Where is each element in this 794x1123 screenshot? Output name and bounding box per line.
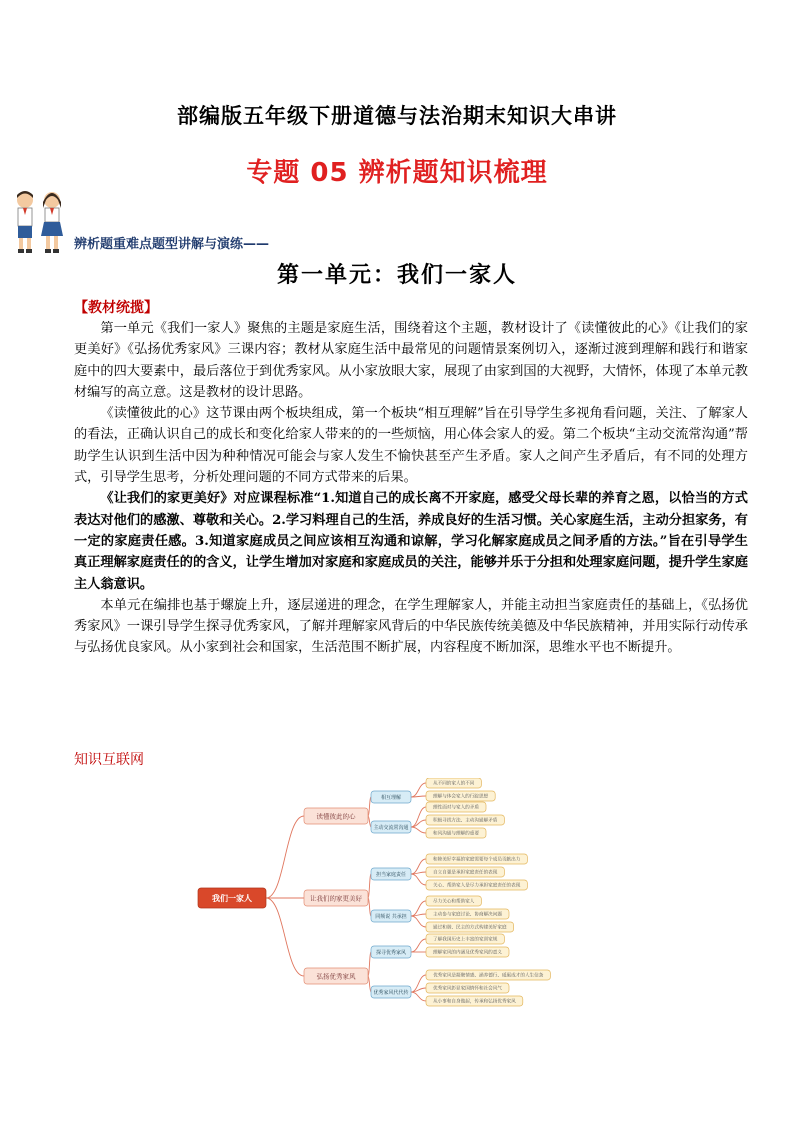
mindmap-leaf: 优秀家风是凝聚情感、涵养德行、砥砺成才的人生信条 [433,973,544,979]
connector-line [368,816,371,827]
connector-line [411,874,426,885]
connector-line [411,975,426,992]
mindmap-leaf: 和睦美好幸福的家庭需要每个成员贡献出力 [433,857,521,863]
mindmap-leaf: 理解家风的内涵及优秀家风的意义 [433,950,502,956]
mindmap-lesson: 弘扬优秀家风 [316,972,356,981]
mindmap-topic: 优秀家风代代传 [373,989,409,996]
network-heading: 知识互联网 [74,752,144,768]
connector-line [368,976,371,992]
mindmap-leaf: 优秀家风彰显家国情怀和社会风气 [433,986,502,992]
mindmap-leaf: 积极寻找方法、主动沟通解矛盾 [433,818,498,824]
connector-line [411,783,426,797]
mindmap-leaf: 自立自强是承担家庭责任的表现 [433,870,498,876]
section-heading: 【教材统揽】 [74,300,158,316]
connector-line [411,827,426,833]
connector-line [411,988,426,992]
mind-map [196,778,566,1018]
mindmap-leaf: 从不同的家人的不同 [433,781,475,787]
mindmap-topic: 同频说 共承担 [375,913,407,920]
connector-line [266,898,304,976]
paragraph: 第一单元《我们一家人》聚焦的主题是家庭生活，围绕着这个主题，教材设计了《读懂彼此的心》《让我们的家更美好》《弘扬优秀家风》三课内容；教材从家庭生活中最常见的问题情景案例切入，逐渐过渡到理解和践行和谐家庭中的四大要素中，最后落位于到优秀家风。从小家放眼大家，展现了由家到国的大视野，大情怀，体现了本单元教材编写的高立意。这是教材的设计思路。 [74,321,748,400]
mindmap-leaf: 主动参与家庭讨论、协商解决问题 [433,912,502,918]
mindmap-lesson: 读懂彼此的心 [316,812,356,821]
connector-line [368,898,371,916]
paragraph: 《让我们的家更美好》对应课程标准“1.知道自己的成长离不开家庭，感受父母长辈的养育之恩，以恰当的方式表达对他们的感激、尊敬和关心。2.学习料理自己的生活，养成良好的生活习惯。关心家庭生活，主动分担家务，有一定的家庭责任感。3.知道家庭成员之间应该相互沟通和谅解，学习化解家庭成员之间矛盾的方法。”旨在引导学生真正理解家庭责任的的含义，让学生增加对家庭和家庭成员的关注，能够并乐于分担和处理家庭问题，提升学生家庭主人翁意识。 [74,491,748,592]
topic-title: 专题 05 辨析题知识梳理 [246,158,548,188]
connector-line [368,952,371,976]
connector-line [411,916,426,927]
connector-line [411,992,426,1001]
mindmap-topic: 相互理解 [380,794,402,801]
mindmap-leaf: 尽力关心和帮助家人 [433,899,475,905]
guide-line: 辨析题重难点题型讲解与演练—— [74,237,270,252]
paragraph: 《读懂彼此的心》这节课由两个板块组成，第一个板块“相互理解”旨在引导学生多视角看问题，关注、了解家人的看法，正确认识自己的成长和变化给家人带来的的一些烦恼，用心体会家人的爱。第二个板块“主动交流常沟通”帮助学生认识到生活中因为种种情况可能会与家人发生不愉快甚至产生矛盾。家人之间产生矛盾后，有不同的处理方式，引导学生思考，分析处理问题的不同方式带来的后果。 [74,406,748,486]
unit-title: 第一单元：我们一家人 [276,262,517,288]
mindmap-leaf: 了解我国历史上丰富的家训家规 [433,937,498,943]
connector-line [368,874,371,898]
paragraph: 本单元在编排也基于螺旋上升，逐层递进的理念，在学生理解家人，并能主动担当家庭责任的基础上，《弘扬优秀家风》一课引导学生探寻优秀家风，了解并理解家风背后的中华民族传统美德及中华民族精神，并用实际行动传承与弘扬优良家风。从小家到社会和国家，生活范围不断扩展，内容程度不断加深，思维水平也不断提升。 [74,597,748,656]
children-illustration [8,188,70,254]
mindmap-lesson: 让我们的家更美好 [310,894,362,903]
mindmap-topic: 探寻优秀家风 [375,949,407,956]
mindmap-leaf: 和风沟通与理解的重要 [433,831,479,837]
mindmap-leaf: 理解与体会家人的行踪思想 [433,794,489,800]
mindmap-root: 我们一家人 [212,893,252,903]
mindmap-leaf: 通过和谐、民主的方式构建美好家庭 [433,925,507,931]
connector-line [368,797,371,816]
mindmap-leaf: 理性面对与家人的矛盾 [433,805,479,811]
body-text [74,318,748,659]
connector-line [266,816,304,898]
mindmap-leaf: 从小事和自身做起，传承和弘扬优秀家风 [433,999,516,1005]
connector-line [411,939,426,952]
document-title: 部编版五年级下册道德与法治期末知识大串讲 [177,104,617,128]
mindmap-topic: 主动交流常沟通 [373,824,409,831]
mindmap-topic: 担当家庭责任 [375,871,407,878]
mindmap-leaf: 关心、帮助家人是尽力承担家庭责任的表现 [433,883,521,889]
